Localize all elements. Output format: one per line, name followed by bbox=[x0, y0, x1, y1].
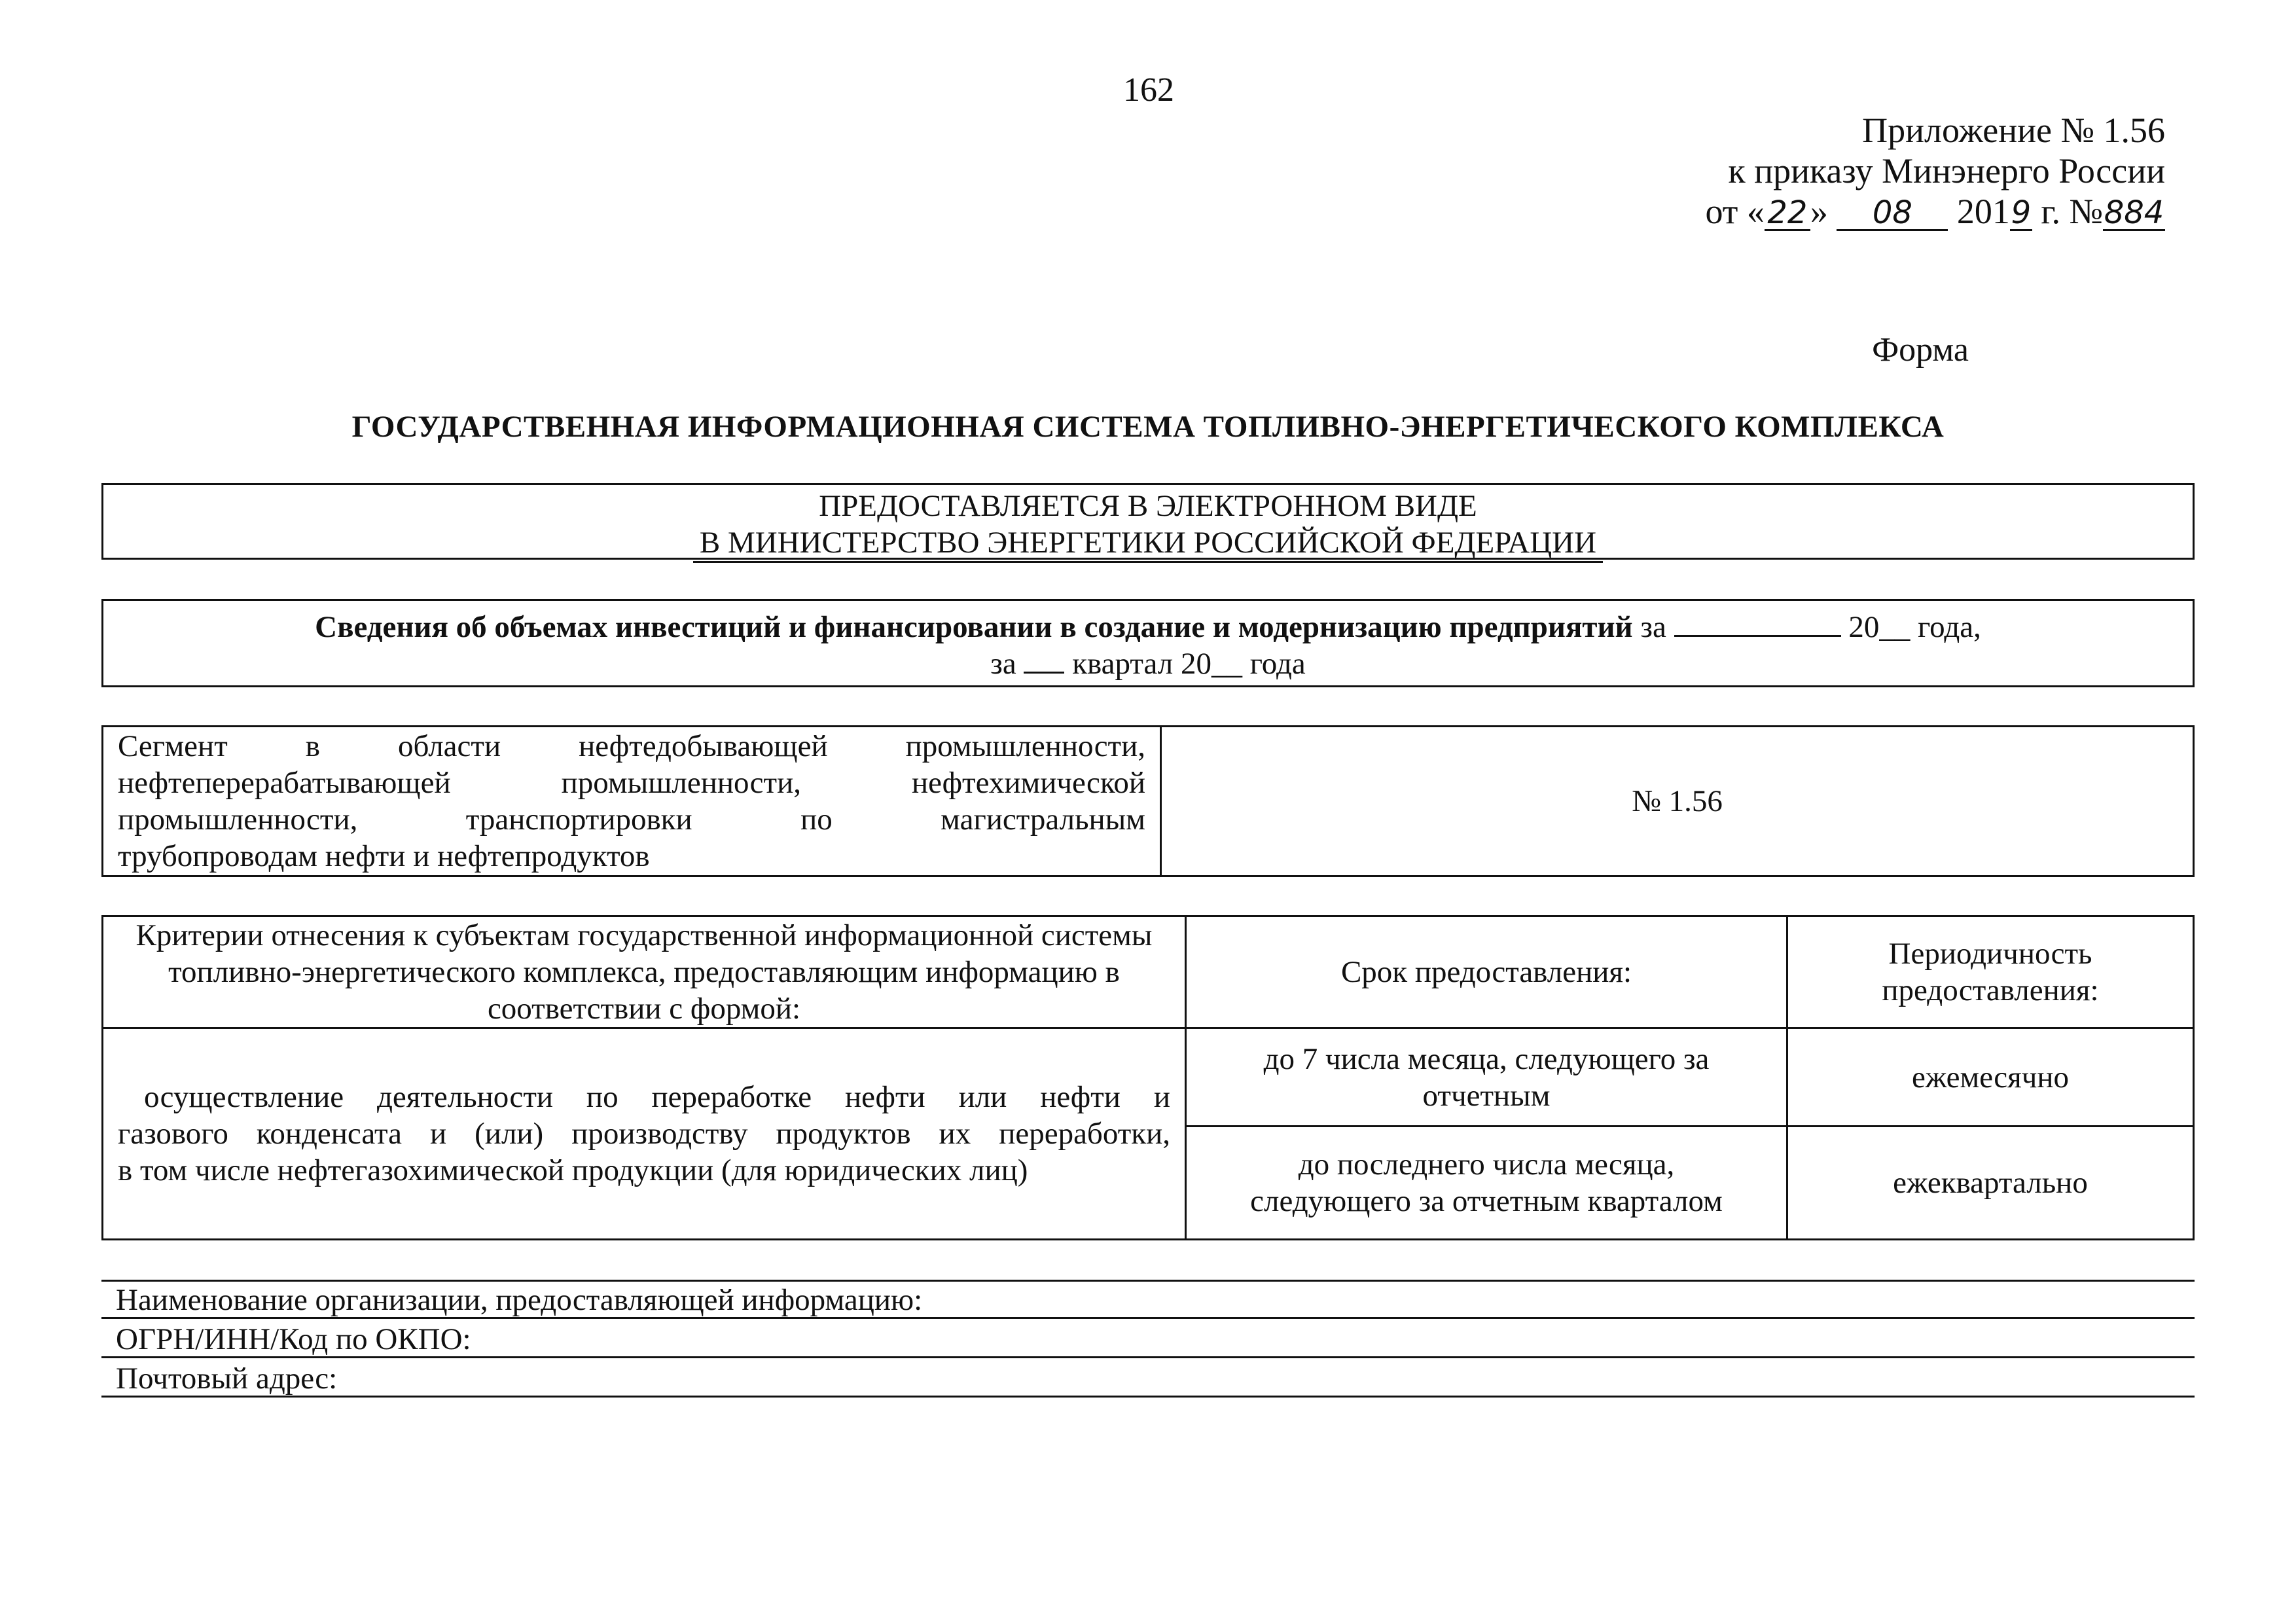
postal-address-field[interactable] bbox=[101, 1358, 2195, 1398]
criterion-description bbox=[103, 1028, 1186, 1240]
periodicity-cell: ежеквартально bbox=[1787, 1127, 2194, 1240]
page-number: 162 bbox=[1123, 71, 1174, 109]
quarter-blank[interactable] bbox=[1024, 645, 1064, 674]
date-mid: » bbox=[1810, 192, 1828, 231]
periodicity-cell: ежемесячно bbox=[1787, 1028, 2194, 1127]
organization-ids-label: ОГРН/ИНН/Код по ОКПО: bbox=[116, 1322, 471, 1356]
segment-table bbox=[101, 725, 2195, 877]
report-quarter-text: квартал 20__ года bbox=[1072, 647, 1306, 681]
periodicity-header: Периодичность предоставления: bbox=[1787, 916, 2194, 1028]
deadline-header: Срок предоставления: bbox=[1186, 916, 1787, 1028]
order-year-digit: 9 bbox=[2011, 194, 2032, 231]
criterion-line: газового конденсата и (или) производству продуктов их переработки, bbox=[118, 1117, 1170, 1151]
segment-line: Сегмент в области нефтедобывающей промышленности, bbox=[118, 729, 1145, 763]
report-quarter-za: за bbox=[990, 647, 1016, 681]
report-title-bold: Сведения об объемах инвестиций и финансировании в создание и модернизацию предприятий bbox=[315, 610, 1633, 644]
segment-line: трубопроводам нефти и нефтепродуктов bbox=[118, 839, 650, 873]
gis-title: ГОСУДАРСТВЕННАЯ ИНФОРМАЦИОННАЯ СИСТЕМА ТОПЛИВНО-ЭНЕРГЕТИЧЕСКОГО КОМПЛЕКСА bbox=[351, 410, 1945, 444]
report-title-za: за bbox=[1640, 610, 1666, 644]
criterion-line: осуществление деятельности по переработке нефти или нефти и bbox=[144, 1080, 1170, 1114]
report-title-line-1 bbox=[103, 609, 2193, 645]
organization-name-field[interactable] bbox=[101, 1280, 2195, 1319]
submission-line-2: В МИНИСТЕРСТВО ЭНЕРГЕТИКИ РОССИЙСКОЙ ФЕДЕРАЦИИ bbox=[693, 524, 1603, 563]
organization-fields bbox=[101, 1280, 2195, 1398]
deadline-cell: до 7 числа месяца, следующего за отчетным bbox=[1186, 1028, 1787, 1127]
organization-ids-field[interactable] bbox=[101, 1319, 2195, 1358]
order-month: 08 bbox=[1837, 196, 1948, 231]
number-prefix: г. № bbox=[2041, 192, 2103, 231]
appendix-reference bbox=[1706, 110, 2165, 232]
appendix-title: Приложение № 1.56 bbox=[1862, 111, 2165, 150]
order-date-line bbox=[1706, 191, 2165, 232]
period-blank[interactable] bbox=[1674, 609, 1841, 637]
year-prefix: 201 bbox=[1956, 192, 2010, 231]
form-label: Форма bbox=[1872, 331, 1969, 369]
report-title-box bbox=[101, 599, 2195, 687]
criteria-table bbox=[101, 915, 2195, 1240]
report-title-line-2 bbox=[103, 645, 2193, 682]
criteria-header: Критерии отнесения к субъектам государственной информационной системы топливно-энергетического комплекса, предоставляющим информацию в соответствии с формой: bbox=[103, 916, 1186, 1028]
segment-line: нефтеперерабатывающей промышленности, нефтехимической bbox=[118, 766, 1145, 800]
organization-name-label: Наименование организации, предоставляющей информацию: bbox=[116, 1283, 923, 1317]
order-day: 22 bbox=[1765, 196, 1810, 231]
report-year-text: 20__ года, bbox=[1848, 610, 1981, 644]
order-reference: к приказу Минэнерго России bbox=[1728, 151, 2165, 190]
segment-line: промышленности, транспортировки по магистральным bbox=[118, 803, 1145, 837]
form-number: № 1.56 bbox=[1161, 727, 2194, 876]
criterion-line: в том числе нефтегазохимической продукции (для юридических лиц) bbox=[118, 1153, 1028, 1187]
order-number: 884 bbox=[2104, 194, 2164, 231]
deadline-cell: до последнего числа месяца, следующего за отчетным кварталом bbox=[1186, 1127, 1787, 1240]
submission-box bbox=[101, 483, 2195, 560]
segment-description bbox=[103, 727, 1161, 876]
date-prefix: от « bbox=[1705, 192, 1765, 231]
postal-address-label: Почтовый адрес: bbox=[116, 1362, 338, 1396]
submission-line-1: ПРЕДОСТАВЛЯЕТСЯ В ЭЛЕКТРОННОМ ВИДЕ bbox=[819, 489, 1477, 523]
